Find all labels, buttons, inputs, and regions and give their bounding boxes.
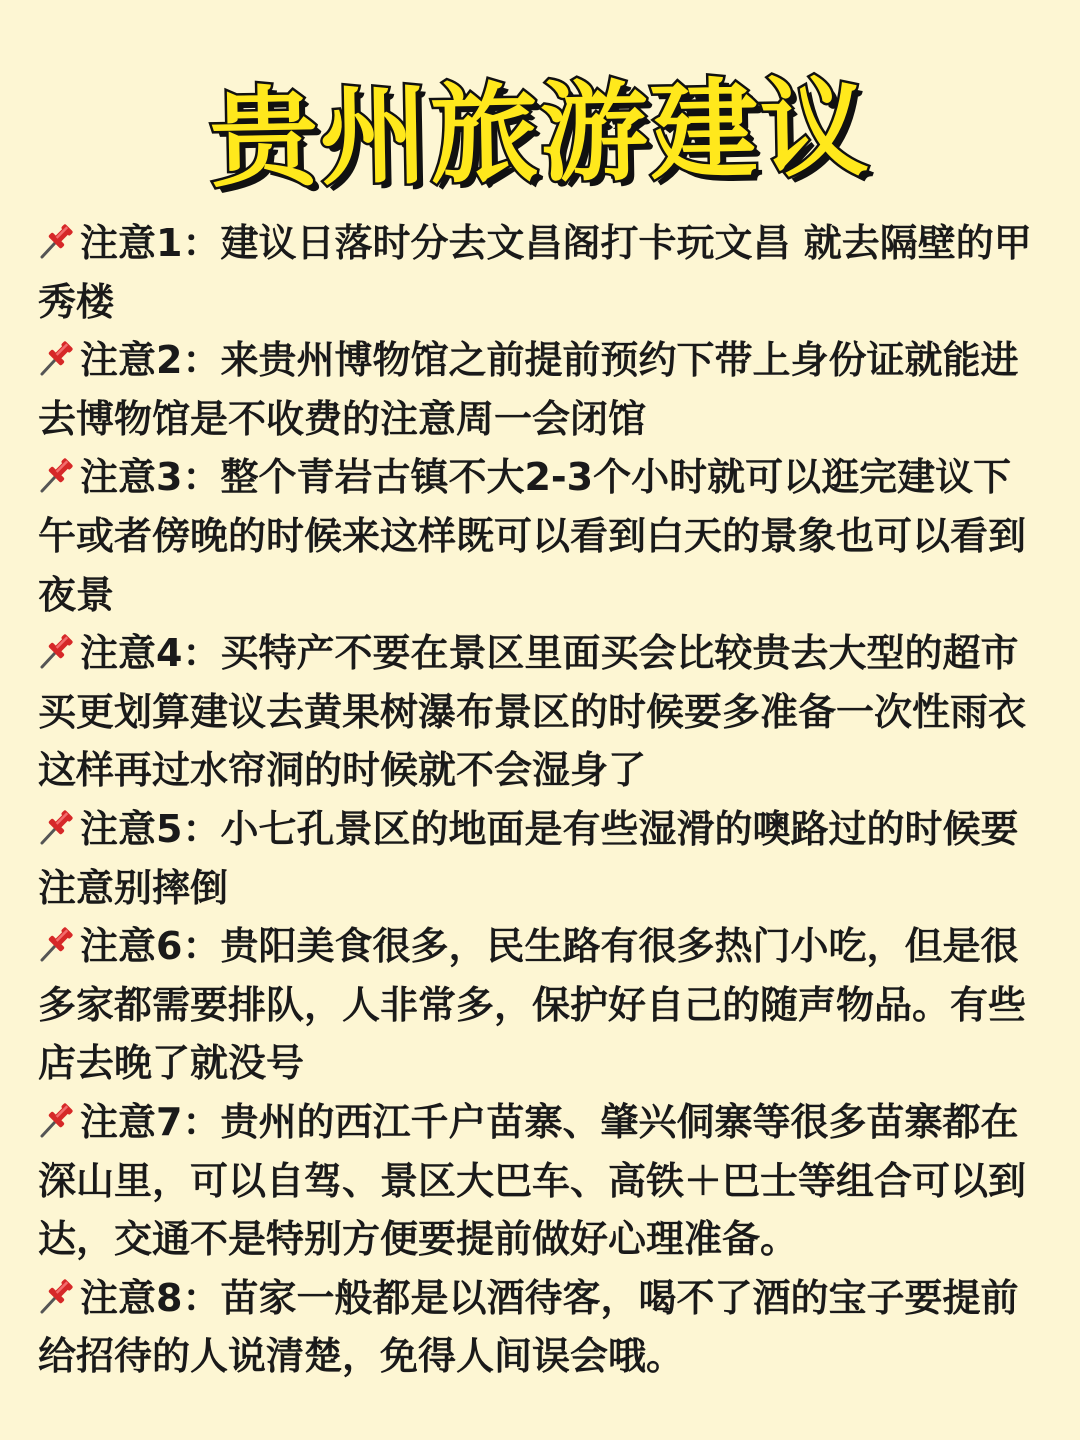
note-label: 注意4: [80, 631, 183, 676]
pushpin-icon: [38, 808, 76, 846]
note-text: 来贵州博物馆之前提前预约下带上身份证就能进去博物馆是不收费的注意周一会闭馆: [38, 338, 1019, 441]
note-item: [38, 214, 1048, 331]
note-separator: ：: [182, 221, 221, 265]
note-item: [38, 1269, 1048, 1386]
pushpin-icon: [38, 222, 76, 260]
note-text: 小七孔景区的地面是有些湿滑的噢路过的时候要注意别摔倒: [38, 806, 1019, 910]
pushpin-icon: [38, 1277, 76, 1315]
pushpin-icon: [38, 1101, 76, 1139]
note-label: 注意8: [80, 1275, 183, 1320]
note-label: 注意7: [80, 1099, 183, 1144]
note-separator: ：: [182, 338, 221, 383]
note-separator: ：: [182, 806, 221, 851]
note-label: 注意3: [80, 455, 183, 500]
note-item: [38, 1093, 1048, 1269]
note-text: 贵阳美食很多，民生路有很多热门小吃，但是很多家都需要排队，人非常多，保护好自己的随声物品。有些店去晚了就没号: [38, 924, 1027, 1086]
title-container: [0, 60, 1080, 210]
note-item: [38, 800, 1048, 917]
pushpin-icon: [38, 925, 76, 963]
note-label: 注意1: [80, 221, 183, 265]
note-text: 整个青岩古镇不大2-3个小时就可以逛完建议下午或者傍晚的时候来这样既可以看到白天的景象也可以看到夜景: [38, 455, 1027, 617]
note-item: [38, 448, 1048, 624]
note-item: [38, 331, 1048, 448]
note-separator: ：: [182, 455, 221, 500]
note-separator: ：: [182, 1099, 221, 1144]
page-title: 贵州旅游建议: [208, 66, 872, 203]
note-label: 注意2: [80, 338, 183, 383]
note-separator: ：: [182, 1275, 221, 1320]
note-text: 建议日落时分去文昌阁打卡玩文昌 就去隔壁的甲秀楼: [38, 221, 1032, 324]
note-text: 苗家一般都是以酒待客，喝不了酒的宝子要提前给招待的人说清楚，免得人间误会哦。: [38, 1275, 1019, 1379]
note-separator: ：: [182, 631, 221, 676]
note-item: [38, 917, 1048, 1093]
note-label: 注意6: [80, 924, 183, 969]
note-text: 贵州的西江千户苗寨、肇兴侗寨等很多苗寨都在深山里，可以自驾、景区大巴车、高铁＋巴士等组合可以到达，交通不是特别方便要提前做好心理准备。: [38, 1099, 1027, 1262]
note-label: 注意5: [80, 806, 183, 851]
notes-list: [38, 214, 1048, 1386]
pushpin-icon: [38, 632, 76, 670]
pushpin-icon: [38, 456, 76, 494]
pushpin-icon: [38, 339, 76, 377]
note-separator: ：: [182, 924, 221, 969]
note-item: [38, 624, 1048, 800]
note-text: 买特产不要在景区里面买会比较贵去大型的超市买更划算建议去黄果树瀑布景区的时候要多准备一次性雨衣这样再过水帘洞的时候就不会湿身了: [38, 631, 1027, 793]
